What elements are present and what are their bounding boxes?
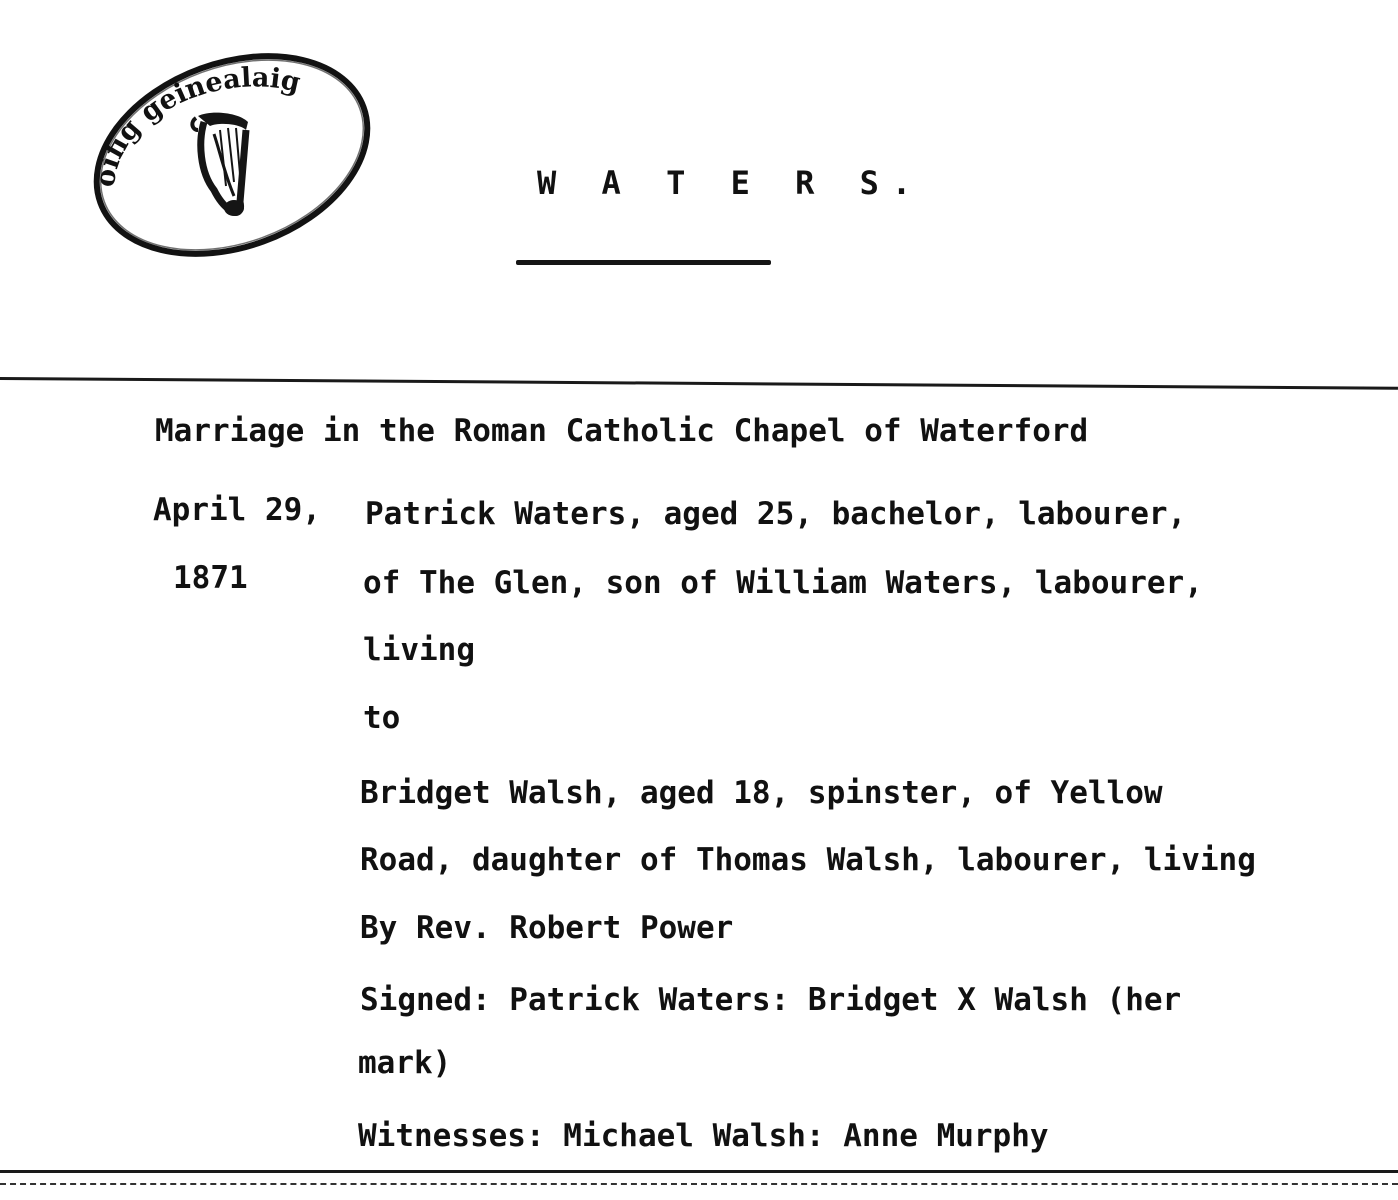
bottom-divider-dashed <box>0 1183 1398 1185</box>
record-date-day: April 29, <box>153 492 321 528</box>
record-line-signatures: Signed: Patrick Waters: Bridget X Walsh (her <box>360 982 1182 1018</box>
record-line-officiant: By Rev. Robert Power <box>360 910 734 946</box>
record-heading: Marriage in the Roman Catholic Chapel of Waterford <box>155 413 1089 449</box>
stamp-text: oifig geinealaig <box>89 62 304 189</box>
record-line-groom: Patrick Waters, aged 25, bachelor, labourer, <box>365 496 1187 532</box>
title-underline <box>516 260 771 265</box>
record-line-signatures-cont: mark) <box>358 1045 452 1081</box>
bottom-divider <box>0 1170 1398 1173</box>
harp-icon <box>192 113 248 216</box>
svg-text:oifig geinealaig <box>90 62 303 189</box>
record-line-bride: Bridget Walsh, aged 18, spinster, of Yellow <box>360 775 1163 811</box>
record-line-bride-father: Road, daughter of Thomas Walsh, labourer, living <box>360 842 1256 878</box>
page-title: W A T E R S. <box>537 164 925 202</box>
record-line-groom-father: of The Glen, son of William Waters, labourer, <box>363 565 1203 601</box>
record-line-conjunction: to <box>363 700 401 736</box>
record-line-witnesses: Witnesses: Michael Walsh: Anne Murphy <box>358 1118 1049 1154</box>
top-divider <box>0 377 1398 390</box>
record-line-groom-father-status: living <box>363 632 475 668</box>
record-date-year: 1871 <box>173 560 248 596</box>
genealogy-office-stamp <box>82 40 382 270</box>
